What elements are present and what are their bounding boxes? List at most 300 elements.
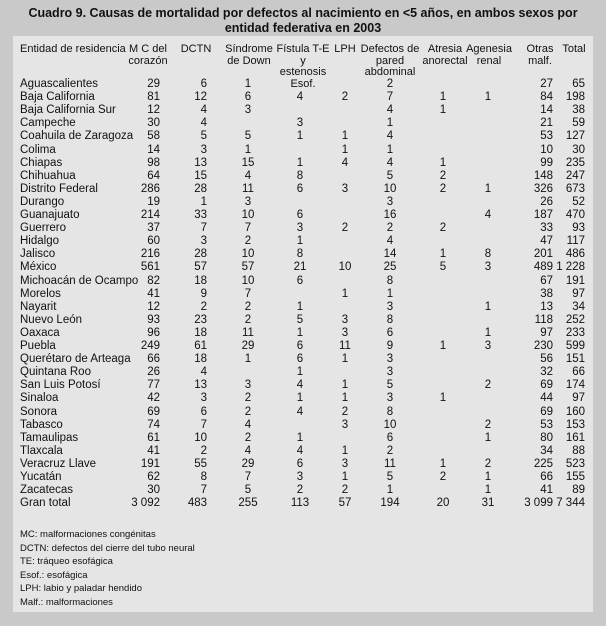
table-cell: 11 <box>339 340 351 352</box>
column-header: Entidad de residencia <box>20 43 126 55</box>
table-cell: 30 <box>147 117 160 130</box>
table-row <box>0 366 606 379</box>
table-cell: 74 <box>147 418 160 431</box>
table-cell: 233 <box>565 326 585 339</box>
table-cell: 98 <box>147 156 160 169</box>
column-header: DCTN <box>180 43 212 55</box>
table-cell: 673 <box>565 182 585 195</box>
table-cell: 41 <box>147 444 160 457</box>
table-row <box>0 353 606 366</box>
table-cell: 7 <box>244 222 252 235</box>
table-cell: 2 <box>439 169 447 182</box>
table-cell: 21 <box>540 117 553 130</box>
table-cell: 1 <box>296 130 304 143</box>
table-cell: 14 <box>383 248 397 261</box>
table-row <box>0 327 606 340</box>
table-cell: 1 <box>386 143 394 156</box>
table-cell: 4 <box>296 405 304 418</box>
table-cell: 4 <box>386 156 394 169</box>
table-cell: 7 <box>386 91 394 104</box>
table-cell: 12 <box>194 91 207 104</box>
row-label: Distrito Federal <box>20 182 98 195</box>
table-cell: 9 <box>200 287 207 300</box>
row-label: Tlaxcala <box>20 444 63 457</box>
table-cell: 1 <box>341 392 349 405</box>
table-cell: 187 <box>533 209 553 221</box>
table-cell: 148 <box>533 169 553 182</box>
row-label: Colima <box>20 143 56 156</box>
row-label: Guanajuato <box>20 209 80 221</box>
table-cell: 11 <box>384 457 396 470</box>
table-cell: 67 <box>540 274 553 287</box>
table-cell: 1 <box>484 471 492 483</box>
table-cell: 486 <box>565 248 585 261</box>
table-cell: 10 <box>241 209 255 221</box>
table-cell: 1 <box>484 300 492 313</box>
table-row <box>0 170 606 183</box>
table-cell: 14 <box>147 143 160 156</box>
row-label: Campeche <box>20 117 76 130</box>
table-row <box>0 419 606 432</box>
table-cell: 18 <box>194 353 207 366</box>
table-row <box>0 458 606 471</box>
table-cell: 2 <box>200 300 207 313</box>
table-cell: 41 <box>147 287 160 300</box>
table-cell: 10 <box>241 248 255 261</box>
table-cell: 1 <box>386 287 394 300</box>
table-cell: 15 <box>194 169 207 182</box>
table-cell: 57 <box>194 261 207 274</box>
note-line: Malf.: malformaciones <box>20 596 113 608</box>
table-cell: 14 <box>540 104 553 117</box>
table-cell: 6 <box>296 274 304 287</box>
table-cell: 255 <box>238 497 258 510</box>
table-cell: 161 <box>565 431 585 444</box>
table-cell: 326 <box>533 182 553 195</box>
row-label: Morelos <box>20 287 61 300</box>
table-cell: 191 <box>565 274 585 287</box>
table-row <box>0 222 606 235</box>
table-cell: 7 <box>200 484 207 497</box>
table-cell: 2 <box>341 484 349 497</box>
table-cell: 7 344 <box>556 497 585 510</box>
table-cell: 6 <box>386 431 394 444</box>
table-cell: 18 <box>194 274 207 287</box>
table-cell: 30 <box>147 484 160 497</box>
table-cell: 1 228 <box>556 261 585 274</box>
note-line: TE: tráqueo esofágica <box>20 556 113 567</box>
table-cell: 8 <box>484 248 492 261</box>
table-cell: 599 <box>565 340 585 352</box>
table-cell: 1 <box>386 484 394 497</box>
table-cell: 5 <box>200 130 207 143</box>
column-header: Otras malf. <box>526 43 554 67</box>
table-cell: 10 <box>194 431 207 444</box>
table-cell: 84 <box>540 91 553 104</box>
table-cell: 13 <box>194 156 207 169</box>
row-label: Oaxaca <box>20 326 60 339</box>
table-cell: 12 <box>147 300 160 313</box>
table-cell: 6 <box>296 182 304 195</box>
table-cell: 3 <box>341 457 349 470</box>
table-cell: 97 <box>572 287 585 300</box>
table-cell: 42 <box>147 392 160 405</box>
table-cell: 66 <box>572 366 585 379</box>
table-cell: 1 <box>484 91 492 104</box>
row-label: Nayarit <box>20 300 57 313</box>
table-cell: 3 <box>296 471 304 483</box>
table-cell: 26 <box>540 195 553 208</box>
row-label: México <box>20 261 57 274</box>
table-row <box>0 117 606 130</box>
table-cell: 225 <box>533 457 553 470</box>
table-cell: 2 <box>439 182 447 195</box>
table-cell: 252 <box>565 313 585 326</box>
table-cell: 3 <box>244 104 252 117</box>
table-cell: 1 <box>341 379 349 392</box>
table-cell: 57 <box>241 261 255 274</box>
table-cell: 9 <box>386 340 394 352</box>
table-cell: 55 <box>194 457 207 470</box>
table-cell: 10 <box>383 418 397 431</box>
table-cell: 153 <box>565 418 585 431</box>
table-cell: 4 <box>296 379 304 392</box>
table-cell: 2 <box>296 484 304 497</box>
table-cell: 6 <box>200 405 207 418</box>
table-cell: 8 <box>200 471 207 483</box>
table-cell: 3 <box>484 261 492 274</box>
table-cell: 2 <box>341 91 349 104</box>
table-cell: 89 <box>572 484 585 497</box>
table-cell: 1 <box>296 235 304 248</box>
table-cell: 1 <box>439 91 447 104</box>
table-cell: 28 <box>194 182 207 195</box>
table-cell: 33 <box>194 209 207 221</box>
table-cell: 77 <box>147 379 160 392</box>
table-cell: 7 <box>200 418 207 431</box>
column-header: Fístula T-E y estenosis Esof. <box>276 43 330 90</box>
table-cell: 117 <box>566 235 585 248</box>
table-cell: 1 <box>296 156 304 169</box>
table-cell: 1 <box>244 143 252 156</box>
table-cell: 1 <box>341 130 349 143</box>
table-row <box>0 104 606 117</box>
table-cell: 6 <box>386 326 394 339</box>
table-cell: 31 <box>481 497 495 510</box>
table-cell: 88 <box>572 444 585 457</box>
table-cell: 194 <box>380 497 400 510</box>
table-cell: 61 <box>147 431 160 444</box>
table-cell: 1 <box>296 392 304 405</box>
table-cell: 97 <box>540 326 553 339</box>
table-cell: 20 <box>436 497 450 510</box>
table-cell: 58 <box>147 130 160 143</box>
table-cell: 1 <box>341 287 349 300</box>
table-cell: 3 092 <box>131 497 160 510</box>
table-cell: 5 <box>439 261 447 274</box>
table-cell: 34 <box>572 300 585 313</box>
table-cell: 201 <box>533 248 553 261</box>
table-cell: 5 <box>386 471 394 483</box>
table-cell: 3 <box>244 195 252 208</box>
table-cell: 13 <box>540 300 553 313</box>
table-cell: 155 <box>565 471 585 483</box>
table-cell: 1 <box>296 300 304 313</box>
table-row <box>0 144 606 157</box>
table-row <box>0 157 606 170</box>
table-cell: 4 <box>296 91 304 104</box>
table-cell: 60 <box>147 235 160 248</box>
table-cell: 69 <box>540 379 553 392</box>
table-cell: 99 <box>540 156 553 169</box>
table-cell: 29 <box>147 78 160 90</box>
row-label: Yucatán <box>20 471 62 483</box>
table-cell: 29 <box>241 340 255 352</box>
table-row <box>0 484 606 497</box>
table-cell: 160 <box>565 405 585 418</box>
row-label: Chihuahua <box>20 169 76 182</box>
table-row <box>0 130 606 143</box>
table-cell: 33 <box>540 222 553 235</box>
table-cell: 2 <box>484 379 492 392</box>
table-cell: 489 <box>533 261 553 274</box>
table-row <box>0 183 606 196</box>
table-cell: 52 <box>572 195 585 208</box>
table-cell: 6 <box>296 457 304 470</box>
table-cell: 97 <box>572 392 585 405</box>
row-label: Nuevo León <box>20 313 83 326</box>
table-cell: 11 <box>242 182 254 195</box>
column-header: Agenesia renal <box>466 43 512 67</box>
table-row <box>0 275 606 288</box>
table-cell: 2 <box>200 444 207 457</box>
table-cell: 28 <box>194 248 207 261</box>
table-cell: 4 <box>386 235 394 248</box>
table-row <box>0 196 606 209</box>
table-cell: 3 <box>296 222 304 235</box>
table-cell: 10 <box>383 182 397 195</box>
table-cell: 249 <box>140 340 160 352</box>
table-cell: 80 <box>540 431 553 444</box>
table-row <box>0 78 606 91</box>
table-cell: 3 <box>386 353 394 366</box>
table-cell: 6 <box>244 91 252 104</box>
table-cell: 1 <box>244 353 252 366</box>
row-label: Coahuila de Zaragoza <box>20 130 134 143</box>
table-row <box>0 445 606 458</box>
row-label: Baja California Sur <box>20 104 116 117</box>
table-cell: 6 <box>296 340 304 352</box>
table-cell: 470 <box>565 209 585 221</box>
table-cell: 247 <box>565 169 585 182</box>
table-cell: 8 <box>386 313 394 326</box>
table-cell: 3 <box>200 235 207 248</box>
table-cell: 4 <box>200 104 207 117</box>
table-cell: 7 <box>200 222 207 235</box>
table-cell: 26 <box>147 366 160 379</box>
table-cell: 3 <box>200 392 207 405</box>
table-cell: 4 <box>200 366 207 379</box>
table-cell: 29 <box>241 457 255 470</box>
table-cell: 4 <box>386 104 394 117</box>
note-line: Esof.: esofágica <box>20 569 88 581</box>
table-cell: 5 <box>386 169 394 182</box>
table-row <box>0 314 606 327</box>
table-cell: 12 <box>147 104 160 117</box>
total-row <box>0 497 606 510</box>
table-cell: 4 <box>386 130 394 143</box>
table-cell: 62 <box>147 471 160 483</box>
table-cell: 93 <box>147 313 160 326</box>
table-row <box>0 432 606 445</box>
table-cell: 1 <box>484 484 492 497</box>
table-cell: 82 <box>147 274 160 287</box>
table-cell: 286 <box>140 182 160 195</box>
table-cell: 1 <box>296 326 304 339</box>
table-cell: 66 <box>147 353 160 366</box>
table-cell: 1 <box>439 392 447 405</box>
table-cell: 16 <box>383 209 397 221</box>
table-cell: 6 <box>296 353 304 366</box>
table-cell: 3 <box>341 418 349 431</box>
table-cell: 216 <box>140 248 160 261</box>
table-cell: 15 <box>241 156 255 169</box>
table-cell: 1 <box>200 195 207 208</box>
note-line: DCTN: defectos del cierre del tubo neural <box>20 542 195 554</box>
table-cell: 3 <box>200 143 207 156</box>
table-cell: 23 <box>194 313 207 326</box>
table-cell: 4 <box>244 169 252 182</box>
table-cell: 4 <box>244 418 252 431</box>
table-cell: 1 <box>439 457 447 470</box>
table-cell: 2 <box>386 444 394 457</box>
row-label: Michoacán de Ocampo <box>20 274 139 287</box>
table-cell: 30 <box>572 143 585 156</box>
table-cell: 8 <box>296 248 304 261</box>
table-cell: 1 <box>341 444 349 457</box>
table-cell: 1 <box>484 326 492 339</box>
column-header: Defectos de pared abdominal <box>360 43 420 78</box>
table-cell: 2 <box>439 222 447 235</box>
note-line: MC: malformaciones congénitas <box>20 529 156 540</box>
table-cell: 2 <box>484 418 492 431</box>
table-cell: 27 <box>540 78 553 90</box>
table-cell: 61 <box>194 340 207 352</box>
table-cell: 10 <box>338 261 352 274</box>
table-cell: 3 <box>244 379 252 392</box>
row-label: Sinaloa <box>20 392 59 405</box>
table-cell: 113 <box>290 497 310 510</box>
table-cell: 53 <box>540 130 553 143</box>
row-label: Aguascalientes <box>20 78 98 90</box>
row-label: Chiapas <box>20 156 63 169</box>
table-cell: 69 <box>147 405 160 418</box>
table-row <box>0 288 606 301</box>
table-cell: 8 <box>296 169 304 182</box>
table-row <box>0 379 606 392</box>
table-cell: 34 <box>540 444 553 457</box>
table-cell: 32 <box>540 366 553 379</box>
table-cell: 2 <box>244 313 252 326</box>
title-line-1: Cuadro 9. Causas de mortalidad por defectos al nacimiento en <5 años, en ambos sexos por <box>28 6 578 20</box>
table-cell: 2 <box>341 222 349 235</box>
table-notes <box>20 528 195 609</box>
table-cell: 11 <box>242 326 254 339</box>
table-cell: 3 <box>341 313 349 326</box>
table-cell: 66 <box>540 471 553 483</box>
row-label: Puebla <box>20 340 56 352</box>
table-cell: 65 <box>572 78 585 90</box>
table-cell: 1 <box>341 471 349 483</box>
table-cell: 1 <box>296 431 304 444</box>
table-cell: 69 <box>540 405 553 418</box>
table-cell: 7 <box>244 287 252 300</box>
table-cell: 523 <box>565 457 585 470</box>
table-row <box>0 209 606 222</box>
row-label: Durango <box>20 195 65 208</box>
table-cell: 2 <box>244 300 252 313</box>
table-cell: 8 <box>386 274 394 287</box>
table-cell: 96 <box>147 326 160 339</box>
column-header: Síndrome de Down <box>225 43 273 67</box>
table-row <box>0 471 606 484</box>
table-cell: 235 <box>565 156 585 169</box>
table-cell: 3 <box>296 117 304 130</box>
note-line: LPH: labio y paladar hendido <box>20 583 143 594</box>
table-cell: 10 <box>241 274 255 287</box>
table-cell: 1 <box>439 340 447 352</box>
table-cell: 37 <box>147 222 160 235</box>
table-cell: 2 <box>439 471 447 483</box>
row-label: Hidalgo <box>20 235 59 248</box>
table-row <box>0 235 606 248</box>
table-cell: 483 <box>187 497 207 510</box>
table-cell: 53 <box>540 418 553 431</box>
table-cell: 2 <box>386 78 394 90</box>
table-cell: 4 <box>244 444 252 457</box>
table-row <box>0 91 606 104</box>
table-cell: 1 <box>439 104 447 117</box>
table-cell: 1 <box>439 248 447 261</box>
table-cell: 56 <box>540 353 553 366</box>
table-cell: 4 <box>341 156 349 169</box>
table-cell: 3 <box>386 195 394 208</box>
table-cell: 2 <box>244 431 252 444</box>
table-cell: 4 <box>484 209 492 221</box>
table-cell: 1 <box>341 143 349 156</box>
row-label: Tamaulipas <box>20 431 79 444</box>
table-cell: 3 <box>386 366 394 379</box>
table-cell: 1 <box>341 353 349 366</box>
table-cell: 1 <box>484 431 492 444</box>
table-cell: 5 <box>386 379 394 392</box>
table-cell: 5 <box>244 484 252 497</box>
table-cell: 2 <box>484 457 492 470</box>
table-cell: 1 <box>244 78 252 90</box>
table-cell: 151 <box>565 353 585 366</box>
table-cell: 1 <box>296 366 304 379</box>
table-cell: 1 <box>386 117 394 130</box>
column-header: Atresia anorectal <box>422 43 468 67</box>
table-cell: 230 <box>533 340 553 352</box>
table-cell: 8 <box>386 405 394 418</box>
table-cell: 3 <box>386 300 394 313</box>
table-cell: 127 <box>565 130 585 143</box>
table-cell: 3 <box>341 326 349 339</box>
table-cell: 38 <box>540 287 553 300</box>
table-cell: 3 099 <box>524 497 553 510</box>
row-label: Sonora <box>20 405 58 418</box>
